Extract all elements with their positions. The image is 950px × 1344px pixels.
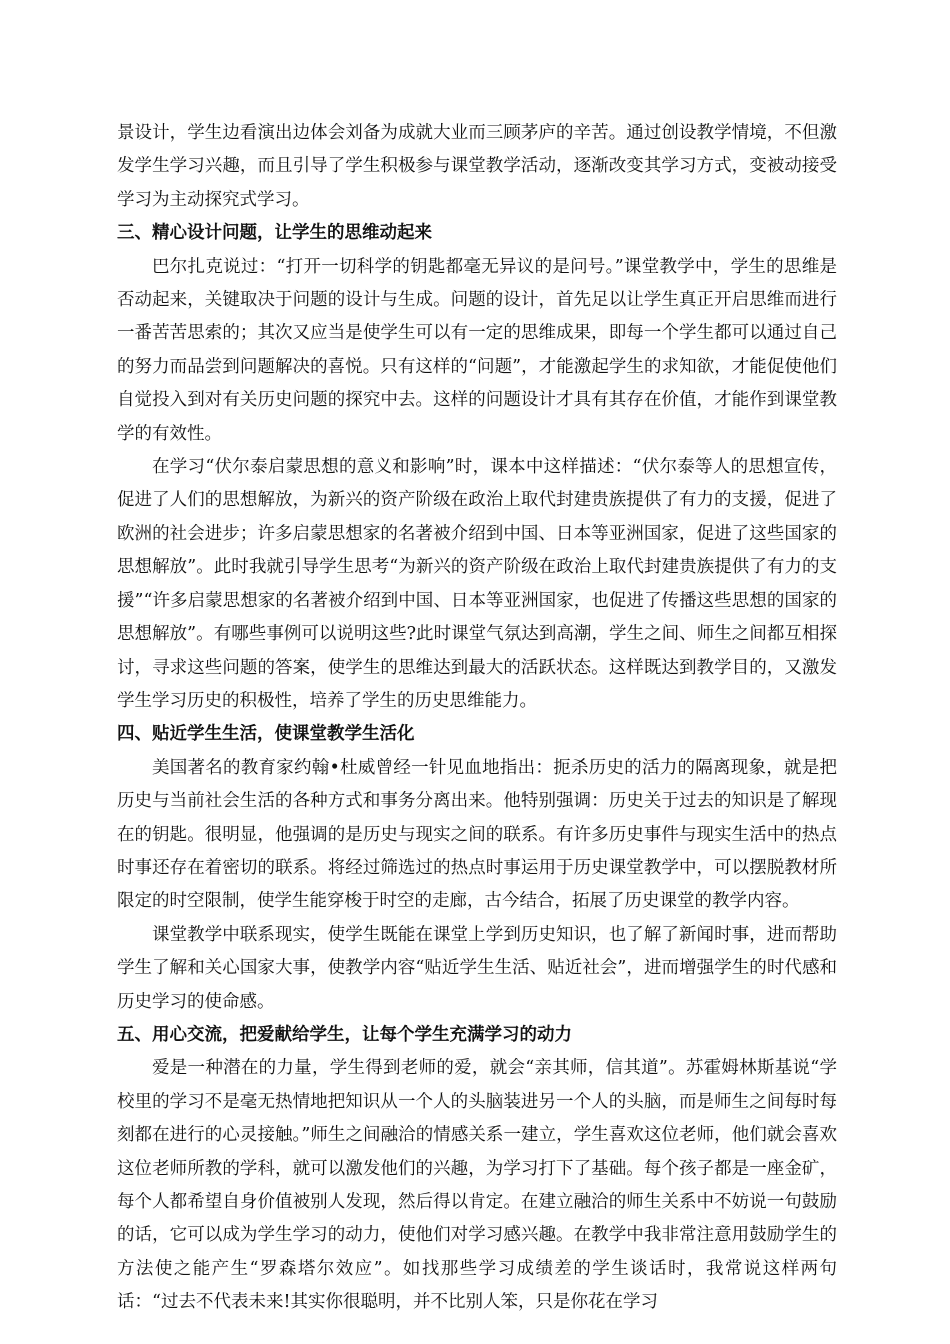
paragraph-section4-a: 美国著名的教育家约翰•杜威曾经一针见血地指出：扼杀历史的活力的隔离现象，就是把历史与当前社会生活的各种方式和事务分离出来。他特别强调：历史关于过去的知识是了解现在的钥匙。很明显，他强调的是历史与现实之间的联系。有许多历史事件与现实生活中的热点时事还存在着密切的联系。将经过筛选过的热点时事运用于历史课堂教学中，可以摆脱教材所限定的时空限制，使学生能穿梭于时空的走廊，古今结合，拓展了历史课堂的教学内容。 — [117, 757, 837, 912]
section-heading-3: 三、精心设计问题，让学生的思维动起来 — [117, 223, 432, 244]
paragraph-section4-b: 课堂教学中联系现实，使学生既能在课堂上学到历史知识，也了解了新闻时事，进而帮助学生了解和关心国家大事，使教学内容“贴近学生生活、贴近社会”，进而增强学生的时代感和历史学习的使命感。 — [117, 924, 837, 1012]
paragraph-section3-a: 巴尔扎克说过：“打开一切科学的钥匙都毫无异议的是问号。”课堂教学中，学生的思维是否动起来，关键取决于问题的设计与生成。问题的设计，首先足以让学生真正开启思维而进行一番苦苦思索的；其次又应当是使学生可以有一定的思维成果，即每一个学生都可以通过自己的努力而品尝到问题解决的喜悦。只有这样的“问题”，才能激起学生的求知欲，才能促使他们自觉投入到对有关历史问题的探究中去。这样的问题设计才具有其存在价值，才能作到课堂教学的有效性。 — [117, 256, 837, 444]
document-page — [117, 117, 837, 1320]
paragraph-section5-a: 爱是一种潜在的力量，学生得到老师的爱，就会“亲其师，信其道”。苏霍姆林斯基说“学校里的学习不是毫无热情地把知识从一个人的头脑装进另一个人的头脑，而是师生之间每时每刻都在进行的心灵接触。”师生之间融洽的情感关系一建立，学生喜欢这位老师，他们就会喜欢这位老师所教的学科，就可以激发他们的兴趣，为学习打下了基础。每个孩子都是一座金矿，每个人都希望自身价值被别人发现，然后得以肯定。在建立融洽的师生关系中不妨说一句鼓励的话，它可以成为学生学习的动力，使他们对学习感兴趣。在教学中我非常注意用鼓励学生的方法使之能产生“罗森塔尔效应”。如找那些学习成绩差的学生谈话时，我常说这样两句话：“过去不代表未来!其实你很聪明，并不比别人笨，只是你花在学习 — [117, 1058, 837, 1313]
section-heading-4: 四、贴近学生生活，使课堂教学生活化 — [117, 724, 415, 745]
paragraph-section3-b: 在学习“伏尔泰启蒙思想的意义和影响”时，课本中这样描述：“伏尔泰等人的思想宣传，促进了人们的思想解放，为新兴的资产阶级在政治上取代封建贵族提供了有力的支援，促进了欧洲的社会进步；许多启蒙思想家的名著被介绍到中国、日本等亚洲国家，促进了这些国家的思想解放”。此时我就引导学生思考“为新兴的资产阶级在政治上取代封建贵族提供了有力的支援”“许多启蒙思想家的名著被介绍到中国、日本等亚洲国家，也促进了传播这些思想的国家的思想解放”。有哪些事例可以说明这些?此时课堂气氛达到高潮，学生之间、师生之间都互相探讨，寻求这些问题的答案，使学生的思维达到最大的活跃状态。这样既达到教学目的，又激发学生学习历史的积极性，培养了学生的历史思维能力。 — [117, 457, 837, 711]
paragraph-continued: 景设计，学生边看演出边体会刘备为成就大业而三顾茅庐的辛苦。通过创设教学情境，不但激发学生学习兴趣，而且引导了学生积极参与课堂教学活动，逐渐改变其学习方式，变被动接受学习为主动探究式学习。 — [117, 123, 837, 210]
section-heading-5: 五、用心交流，把爱献给学生，让每个学生充满学习的动力 — [117, 1024, 572, 1045]
